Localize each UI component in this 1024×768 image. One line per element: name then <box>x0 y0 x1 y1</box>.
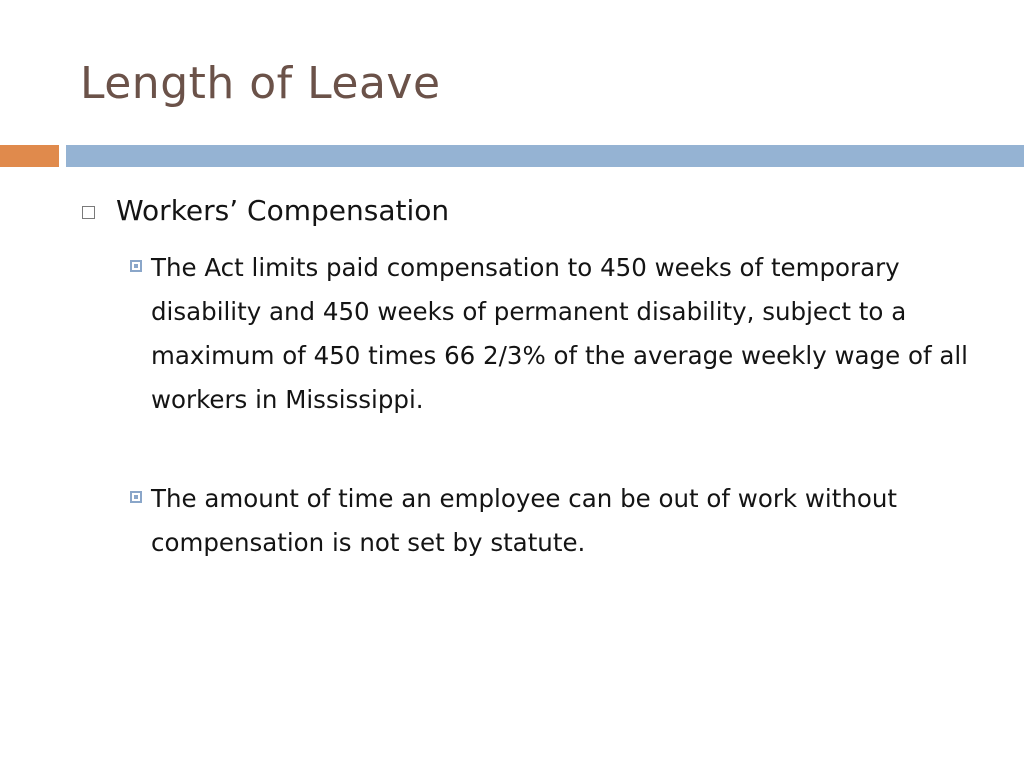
hollow-square-bullet-icon <box>82 206 95 219</box>
slide-title: Length of Leave <box>80 58 441 109</box>
sub-bullet-text: The Act limits paid compensation to 450 weeks of temporary disability and 450 weeks of permanent disability, subject to a maximum of 450 times 66 2/3% of the average weekly wage of all workers in Mississippi. <box>151 253 968 414</box>
square-in-square-bullet-icon <box>130 260 142 272</box>
square-in-square-bullet-icon <box>130 491 142 503</box>
bullet-text: Workers’ Compensation <box>116 194 450 227</box>
sub-bullet-text: The amount of time an employee can be out of work without compensation is not set by statute. <box>151 484 897 557</box>
accent-bar-right <box>66 145 1024 167</box>
accent-bar-left <box>0 145 59 167</box>
sub-bullet-time-out-of-work <box>130 477 980 565</box>
sub-bullet-act-limits <box>130 246 980 422</box>
bullet-workers-compensation <box>82 189 449 233</box>
